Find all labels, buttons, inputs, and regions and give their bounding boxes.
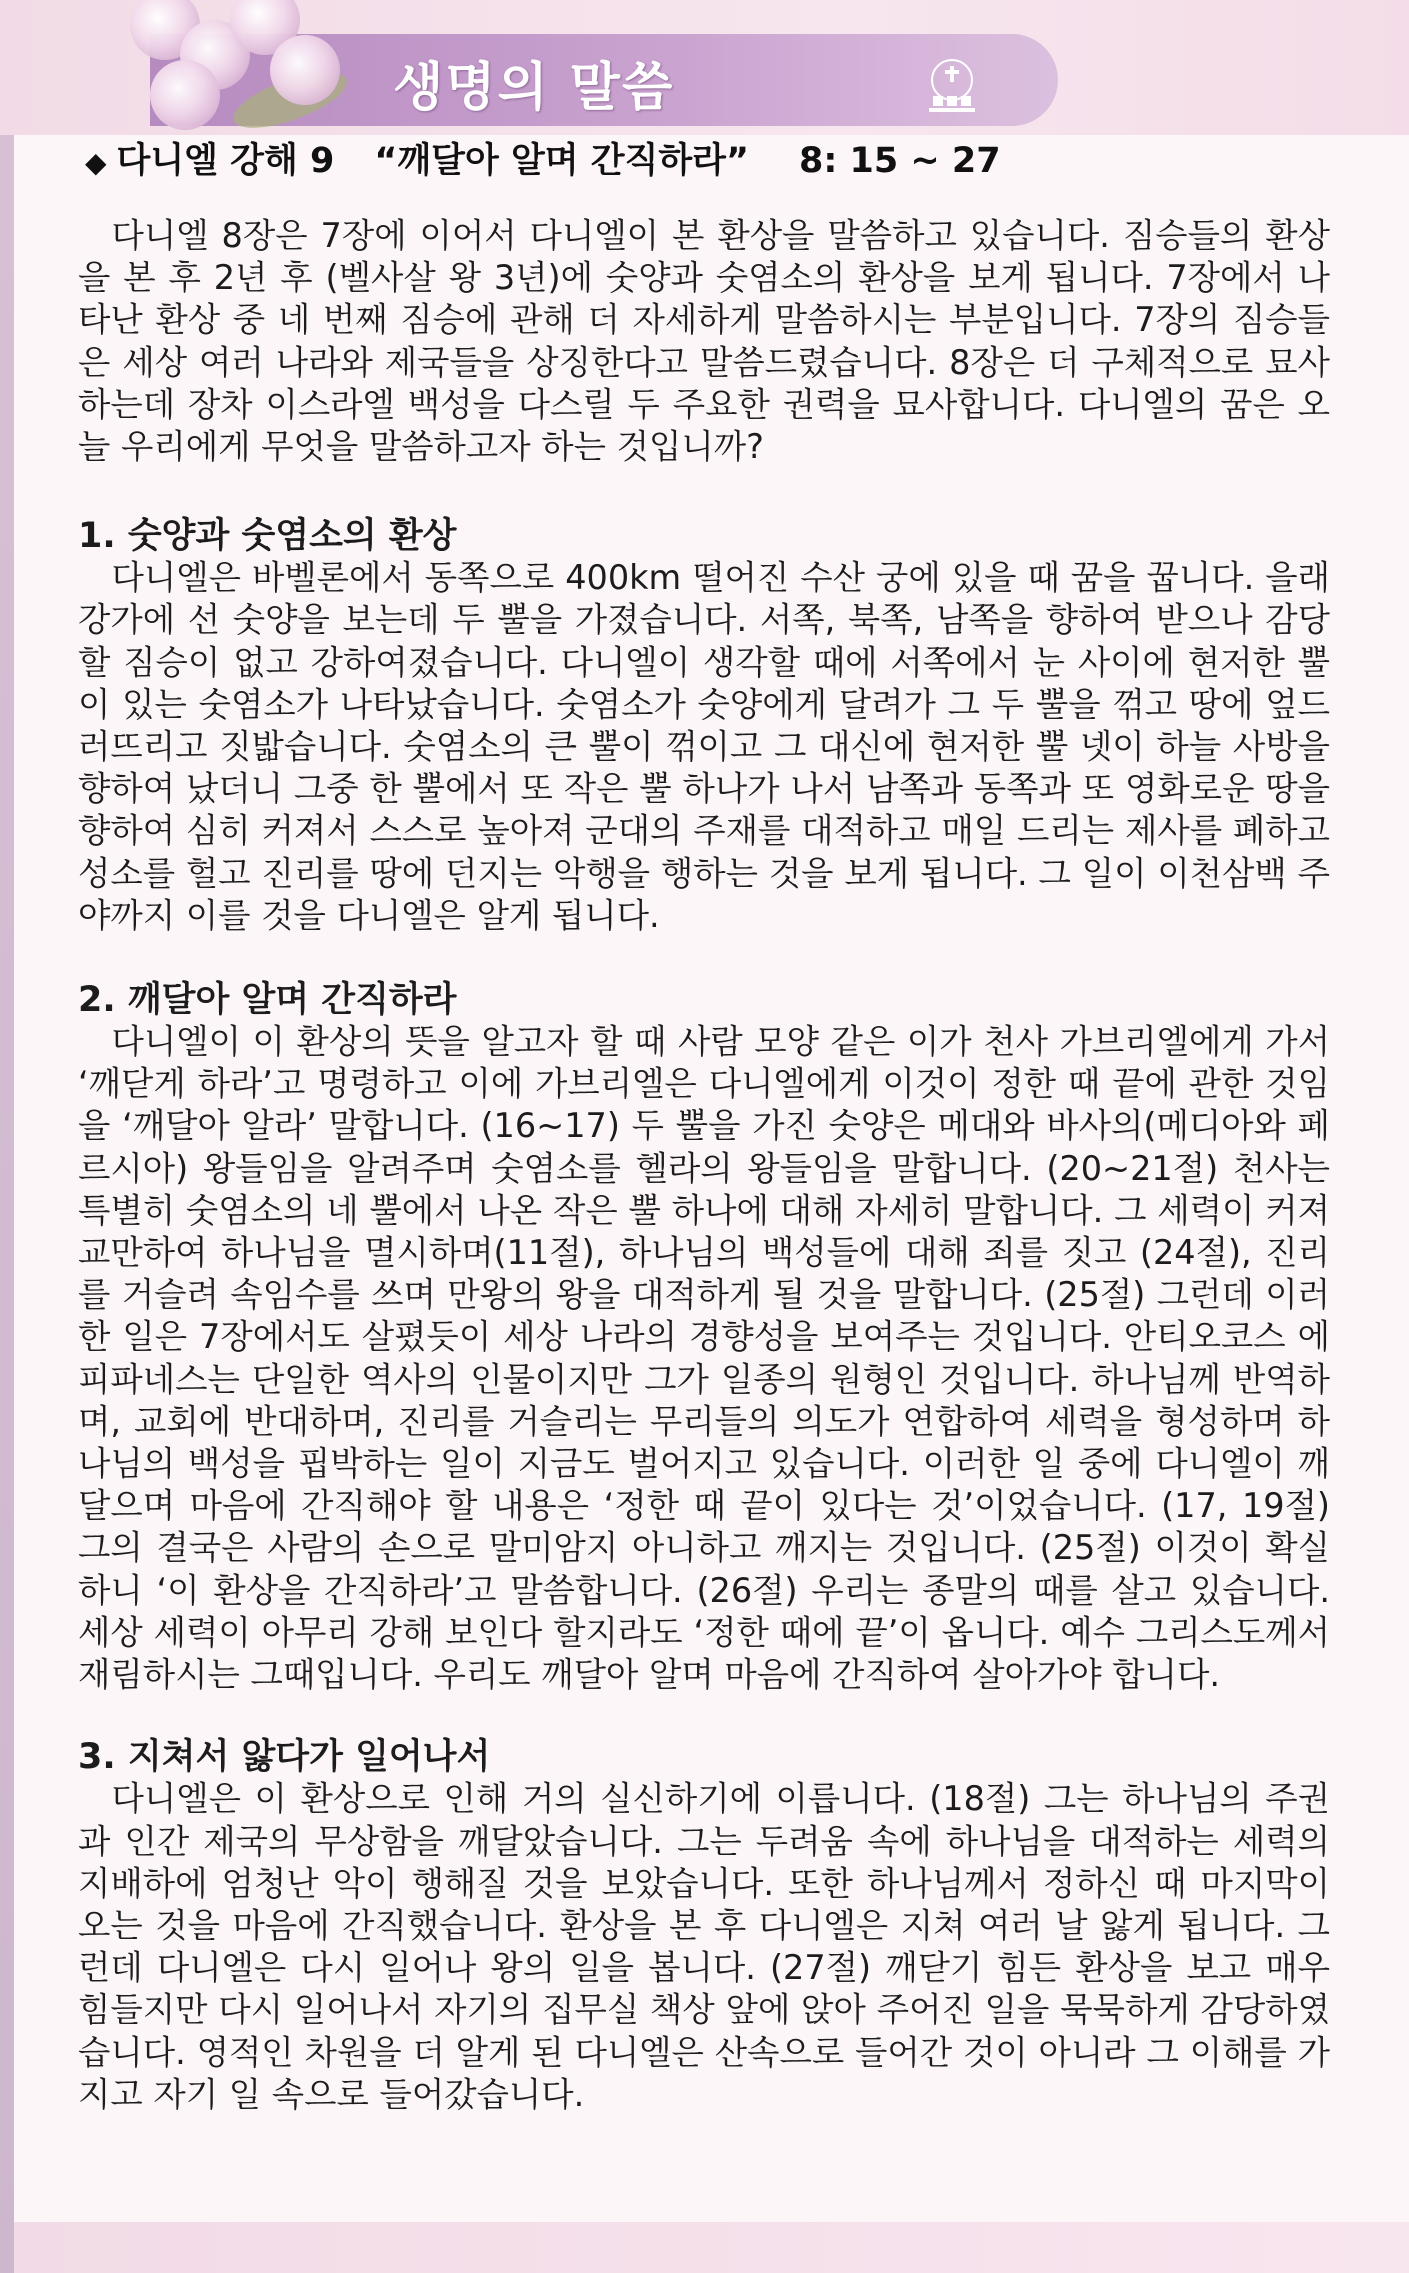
intro-paragraph: 다니엘 8장은 7장에 이어서 다니엘이 본 환상을 말씀하고 있습니다. 짐승들의 환상을 본 후 2년 후 (벨사살 왕 3년)에 숫양과 숫염소의 환상을 보게 됩니다. 7장에서 나타난 환상 중 네 번째 짐승에 관해 더 자세하게 말씀하시는 부분입니다. 7장의 짐승들은 세상 여러 나라와 제국들을 상징한다고 말씀드렸습니다. 8장은 더 구체적으로 묘사하는데 장차 이스라엘 백성을 다스릴 두 주요한 권력을 묘사합니다. 다니엘의 꿈은 오늘 우리에게 무엇을 말씀하고자 하는 것입니까? [78, 216, 1330, 467]
section-body-2: 다니엘이 이 환상의 뜻을 알고자 할 때 사람 모양 같은 이가 천사 가브리엘에게 가서 ‘깨닫게 하라’고 명령하고 이에 가브리엘은 다니엘에게 이것이 정한 때 끝에 관한 것임을 ‘깨달아 알라’ 말합니다. (16~17) 두 뿔을 가진 숫양은 메대와 바사의(메디아와 페르시아) 왕들임을 알려주며 숫염소를 헬라의 왕들임을 말합니다. (20~21절) 천사는 특별히 숫염소의 네 뿔에서 나온 작은 뿔 하나에 대해 자세히 말합니다. 그 세력이 커져 교만하여 하나님을 멸시하며(11절), 하나님의 백성들에 대해 죄를 짓고 (24절), 진리를 거슬려 속임수를 쓰며 만왕의 왕을 대적하게 될 것을 말합니다. (25절) 그런데 이러한 일은 7장에서도 살폈듯이 세상 나라의 경향성을 보여주는 것입니다. 안티오코스 에피파네스는 단일한 역사의 인물이지만 그가 일종의 원형인 것입니다. 하나님께 반역하며, 교회에 반대하며, 진리를 거슬리는 무리들의 의도가 연합하여 세력을 형성하며 하나님의 백성을 핍박하는 일이 지금도 벌어지고 있습니다. 이러한 일 중에 다니엘이 깨달으며 마음에 간직해야 할 내용은 ‘정한 때 끝이 있다는 것’이었습니다. (17, 19절) 그의 결국은 사람의 손으로 말미암지 아니하고 깨지는 것입니다. (25절) 이것이 확실하니 ‘이 환상을 간직하라’고 말씀합니다. (26절) 우리는 종말의 때를 살고 있습니다. 세상 세력이 아무리 강해 보인다 할지라도 ‘정한 때에 끝’이 옵니다. 예수 그리스도께서 재림하시는 그때입니다. 우리도 깨달아 알며 마음에 간직하여 살아가야 합니다. [78, 1022, 1330, 1695]
church-icon [925, 58, 979, 116]
section-body-3: 다니엘은 이 환상으로 인해 거의 실신하기에 이릅니다. (18절) 그는 하나님의 주권과 인간 제국의 무상함을 깨달았습니다. 그는 두려움 속에 하나님을 대적하는 세력의 지배하에 엄청난 악이 행해질 것을 보았습니다. 또한 하나님께서 정하신 때 마지막이 오는 것을 마음에 간직했습니다. 환상을 본 후 다니엘은 지쳐 여러 날 앓게 됩니다. 그런데 다니엘은 다시 일어나 왕의 일을 봅니다. (27절) 깨닫기 힘든 환상을 보고 매우 힘들지만 다시 일어나서 자기의 집무실 책상 앞에 앉아 주어진 일을 묵묵하게 감당하였습니다. 영적인 차원을 더 알게 된 다니엘은 산속으로 들어간 것이 아니라 그 이해를 가지고 자기 일 속으로 들어갔습니다. [78, 1779, 1330, 2114]
flower-decoration [120, 0, 360, 135]
section-body-1: 다니엘은 바벨론에서 동쪽으로 400km 떨어진 수산 궁에 있을 때 꿈을 꿉니다. 을래 강가에 선 숫양을 보는데 두 뿔을 가졌습니다. 서쪽, 북쪽, 남쪽을 향하여 받으나 감당할 짐승이 없고 강하여졌습니다. 다니엘이 생각할 때에 서쪽에서 눈 사이에 현저한 뿔이 있는 숫염소가 나타났습니다. 숫염소가 숫양에게 달려가 그 두 뿔을 꺾고 땅에 엎드러뜨리고 짓밟습니다. 숫염소의 큰 뿔이 꺾이고 그 대신에 현저한 뿔 넷이 하늘 사방을 향하여 났더니 그중 한 뿔에서 또 작은 뿔 하나가 나서 남쪽과 동쪽과 또 영화로운 땅을 향하여 심히 커져서 스스로 높아져 군대의 주재를 대적하고 매일 드리는 제사를 폐하고 성소를 헐고 진리를 땅에 던지는 악행을 행하는 것을 보게 됩니다. 그 일이 이천삼백 주야까지 이를 것을 다니엘은 알게 됩니다. [78, 558, 1330, 935]
section-title-2: 2. 깨달아 알며 간직하라 [78, 980, 457, 1021]
sermon-body [78, 215, 1330, 2116]
footer-band [14, 2222, 1409, 2273]
page-title: 생명의 말씀 [393, 58, 675, 118]
diamond-bullet-icon: ◆ [85, 146, 107, 179]
sermon-series: 다니엘 강해 9 [116, 141, 335, 181]
left-edge-strip [0, 0, 14, 2273]
sermon-title-quote: “깨달아 알며 간직하라” [374, 141, 749, 181]
section-title-3: 3. 지쳐서 앓다가 일어나서 [78, 1737, 491, 1778]
section-title-1: 1. 숫양과 숫염소의 환상 [78, 516, 457, 557]
scripture-reference: 8: 15 ~ 27 [799, 141, 1001, 181]
sermon-subheading [85, 133, 1001, 183]
